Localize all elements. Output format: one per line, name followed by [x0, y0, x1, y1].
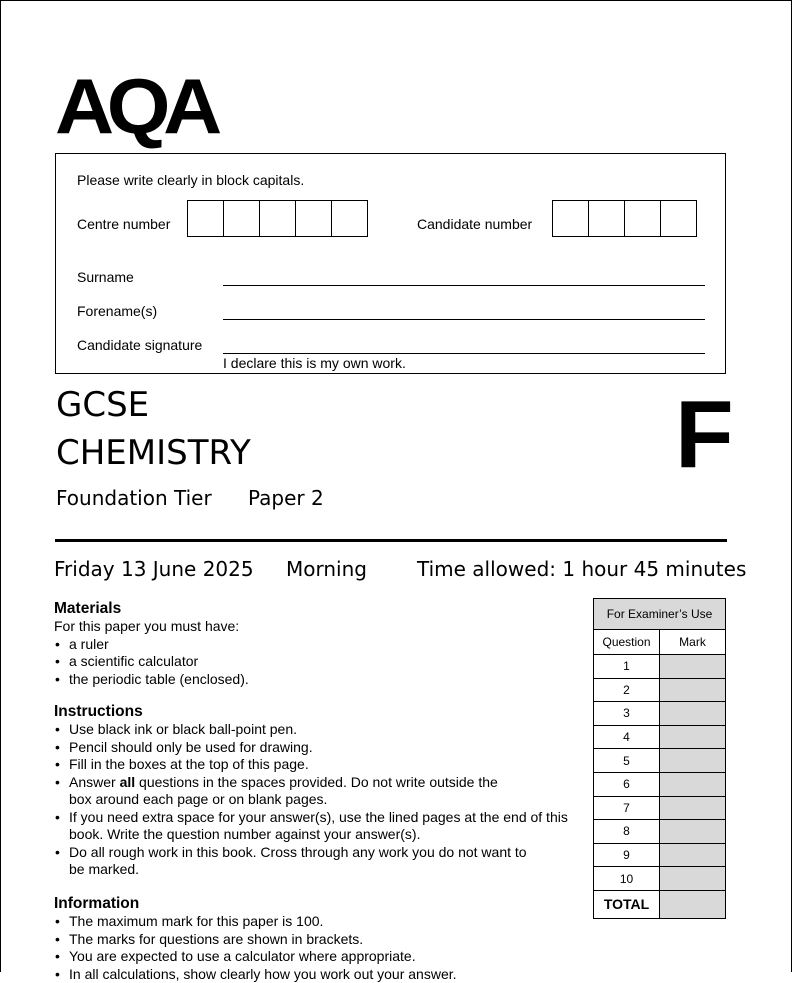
tier-label: Foundation Tier — [56, 486, 212, 510]
instructions-heading: Instructions — [54, 703, 582, 721]
materials-heading: Materials — [54, 600, 574, 618]
table-row — [594, 844, 725, 868]
centre-digit-box[interactable] — [259, 200, 296, 237]
centre-digit-box[interactable] — [187, 200, 224, 237]
candidate-digit-box[interactable] — [624, 200, 661, 237]
question-number: 2 — [594, 679, 660, 702]
list-item: • a scientific calculator — [54, 653, 574, 671]
information-section — [54, 895, 582, 983]
mark-cell — [660, 820, 725, 843]
tier-letter: F — [675, 387, 734, 483]
instructions-section — [54, 703, 582, 879]
time-allowed: Time allowed: 1 hour 45 minutes — [417, 557, 746, 581]
mark-cell — [660, 726, 725, 749]
materials-intro: For this paper you must have: — [54, 618, 574, 636]
centre-digit-box[interactable] — [223, 200, 260, 237]
examiner-use-table — [593, 598, 726, 919]
question-number: 7 — [594, 797, 660, 820]
examiner-table-header — [594, 630, 725, 655]
list-item: • Use black ink or black ball-point pen. — [54, 721, 582, 739]
forename-line[interactable] — [223, 319, 705, 320]
list-item: • Answer all questions in the spaces provided. Do not write outside the box around each page or on blank pages. — [54, 774, 499, 809]
list-item: • Do all rough work in this book. Cross through any work you do not want to be marked. — [54, 844, 539, 879]
mark-cell — [660, 797, 725, 820]
list-item: • the periodic table (enclosed). — [54, 671, 574, 689]
signature-label: Candidate signature — [77, 337, 202, 353]
materials-section — [54, 600, 574, 688]
surname-label: Surname — [77, 269, 134, 285]
total-mark-cell — [660, 891, 725, 918]
table-row — [594, 726, 725, 750]
list-item: • In all calculations, show clearly how you work out your answer. — [54, 966, 582, 983]
question-number: 6 — [594, 773, 660, 796]
centre-digit-box[interactable] — [295, 200, 332, 237]
mark-cell — [660, 655, 725, 678]
table-row — [594, 702, 725, 726]
table-row — [594, 797, 725, 821]
question-number: 1 — [594, 655, 660, 678]
centre-number-label: Centre number — [77, 216, 170, 232]
subject-title: CHEMISTRY — [56, 433, 251, 473]
question-number: 8 — [594, 820, 660, 843]
forename-label: Forename(s) — [77, 303, 157, 319]
question-number: 10 — [594, 867, 660, 890]
list-item: • The maximum mark for this paper is 100. — [54, 913, 582, 931]
exam-session: Morning — [286, 557, 367, 581]
qualification-title: GCSE — [56, 385, 149, 425]
table-row — [594, 655, 725, 679]
centre-number-field[interactable] — [188, 200, 368, 237]
table-row — [594, 820, 725, 844]
mark-cell — [660, 702, 725, 725]
question-column-header: Question — [594, 630, 660, 654]
mark-cell — [660, 867, 725, 890]
question-number: 3 — [594, 702, 660, 725]
total-row — [594, 891, 725, 918]
mark-cell — [660, 749, 725, 772]
candidate-digit-box[interactable] — [660, 200, 697, 237]
list-item: • a ruler — [54, 636, 574, 654]
header-rule — [55, 539, 727, 542]
table-row — [594, 749, 725, 773]
list-item: • You are expected to use a calculator where appropriate. — [54, 948, 582, 966]
signature-line[interactable] — [223, 353, 705, 354]
block-capitals-instruction: Please write clearly in block capitals. — [77, 172, 304, 188]
declaration-text: I declare this is my own work. — [223, 355, 406, 371]
table-row — [594, 773, 725, 797]
aqa-logo: AQA — [55, 67, 215, 145]
mark-cell — [660, 679, 725, 702]
candidate-digit-box[interactable] — [552, 200, 589, 237]
candidate-number-field[interactable] — [553, 200, 697, 237]
candidate-digit-box[interactable] — [588, 200, 625, 237]
candidate-number-label: Candidate number — [417, 216, 532, 232]
mark-cell — [660, 844, 725, 867]
table-row — [594, 867, 725, 891]
table-row — [594, 679, 725, 703]
exam-date: Friday 13 June 2025 — [54, 557, 254, 581]
question-number: 4 — [594, 726, 660, 749]
candidate-details-box — [55, 153, 726, 374]
list-item: • If you need extra space for your answer(s), use the lined pages at the end of this book. Write the question number against your answer(s). — [54, 809, 582, 844]
centre-digit-box[interactable] — [331, 200, 368, 237]
question-number: 5 — [594, 749, 660, 772]
list-item: • Pencil should only be used for drawing. — [54, 739, 582, 757]
total-label: TOTAL — [594, 891, 660, 918]
surname-line[interactable] — [223, 285, 705, 286]
paper-label: Paper 2 — [248, 486, 324, 510]
mark-column-header: Mark — [660, 630, 725, 654]
list-item: • The marks for questions are shown in brackets. — [54, 931, 582, 949]
examiner-use-title: For Examiner’s Use — [594, 599, 725, 630]
question-number: 9 — [594, 844, 660, 867]
mark-cell — [660, 773, 725, 796]
information-heading: Information — [54, 895, 582, 913]
list-item: • Fill in the boxes at the top of this page. — [54, 756, 582, 774]
